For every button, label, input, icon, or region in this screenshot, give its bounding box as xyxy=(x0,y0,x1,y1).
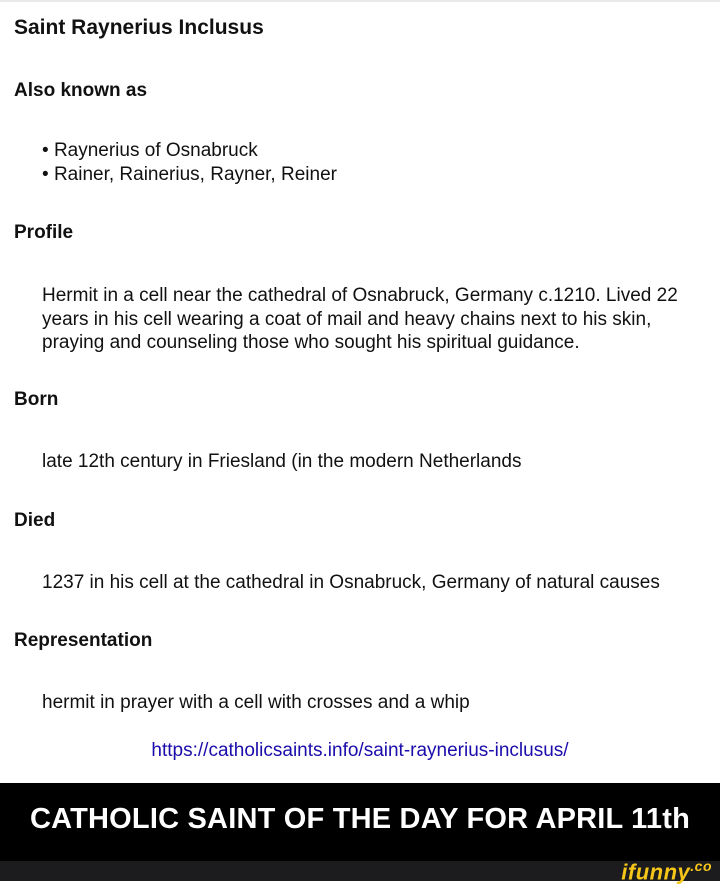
page-title: Saint Raynerius Inclusus xyxy=(14,16,264,39)
footer-bar xyxy=(0,861,720,881)
born-text: late 12th century in Friesland (in the modern Netherlands xyxy=(42,451,522,472)
heading-died: Died xyxy=(14,510,56,531)
heading-born: Born xyxy=(14,389,59,410)
aka-item: • Raynerius of Osnabruck xyxy=(42,139,337,163)
brand-suffix: .co xyxy=(690,858,712,874)
profile-text: Hermit in a cell near the cathedral of Osnabruck, Germany c.1210. Lived 22 years in his cell wearing a coat of mail and heavy chains next to his skin, praying and counseling those who sought his spiritual guidance. xyxy=(42,285,678,353)
banner-text: CATHOLIC SAINT OF THE DAY FOR APRIL 11th xyxy=(29,803,691,835)
representation-text: hermit in prayer with a cell with crosses and a whip xyxy=(42,692,470,713)
heading-profile: Profile xyxy=(14,222,74,243)
caption-banner xyxy=(0,783,720,861)
aka-item: • Rainer, Rainerius, Rayner, Reiner xyxy=(42,163,337,187)
heading-also-known-as: Also known as xyxy=(14,80,148,101)
brand-name: ifunny xyxy=(621,859,691,885)
aka-list xyxy=(42,139,337,186)
source-link[interactable]: https://catholicsaints.info/saint-raynerius-inclusus/ xyxy=(151,740,569,761)
died-text: 1237 in his cell at the cathedral in Osnabruck, Germany of natural causes xyxy=(42,572,660,593)
heading-representation: Representation xyxy=(14,630,153,651)
